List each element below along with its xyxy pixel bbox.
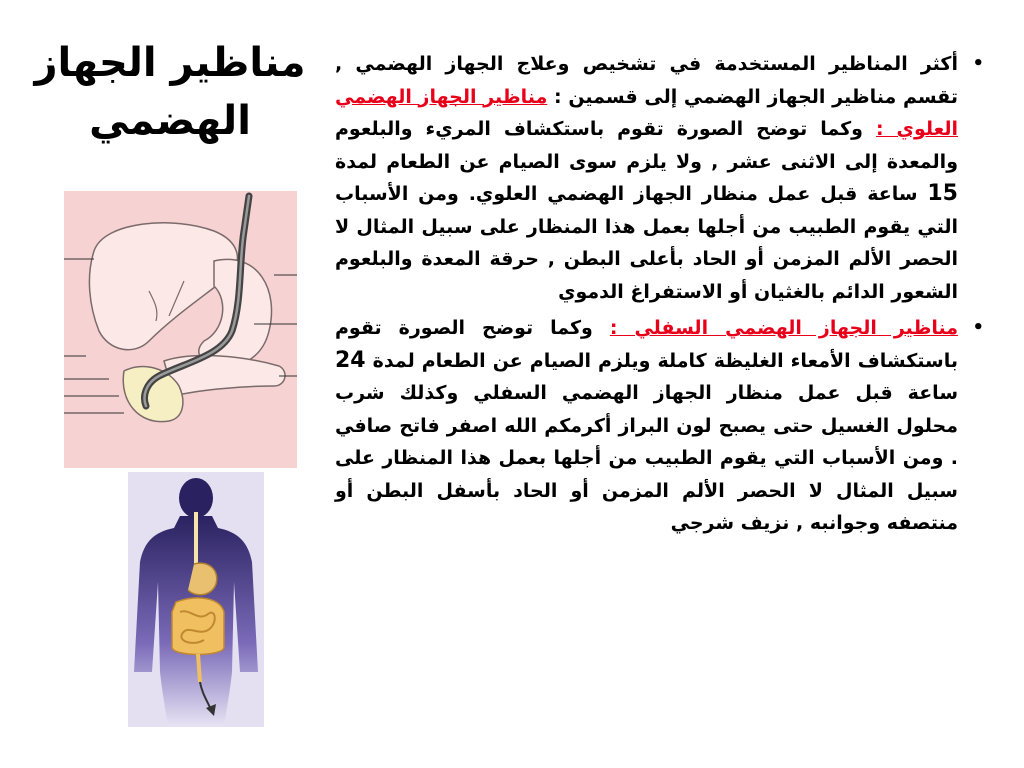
text-block (335, 48, 984, 544)
bullet-upper-endoscopy (335, 48, 984, 308)
bullet-lower-endoscopy (335, 312, 984, 540)
bullet-2-text-b: ساعة قبل عمل منظار الجهاز الهضمي السفلي وكذلك شرب محلول الغسيل حتى يصبح لون البراز أكرمكم الله اصفر فاتح صافي . ومن الأسباب التي يقوم الطبيب من أجلها بعمل هذا المنظار على سبيل المثال لا الحصر الألم المزمن أو الحاد بأسفل البطن أو منتصفه وجوانبه , نزيف شرجي (335, 382, 958, 534)
digestive-system-illustration (128, 472, 264, 727)
bullet-1-text-a: وكما توضح الصورة تقوم باستكشاف المريء والبلعوم والمعدة إلى الاثنى عشر , ولا يلزم سوى الصيام عن الطعام لمدة (335, 118, 958, 173)
title-line-1: مناظير الجهاز (34, 40, 306, 86)
bullet-icon: • (972, 317, 984, 338)
fasting-hours-24: 24 (335, 347, 366, 373)
slide-title (20, 34, 320, 150)
bullet-icon: • (972, 53, 984, 74)
bullet-intro: أكثر المناظير المستخدمة في تشخيص وعلاج الجهاز الهضمي , تقسم مناظير الجهاز الهضمي إلى قسمين : (335, 53, 958, 108)
lower-endoscopy-term: مناظير الجهاز الهضمي السفلي : (609, 317, 958, 339)
upper-gi-endoscope-illustration (64, 191, 297, 468)
bullet-1-text-b: ساعة قبل عمل منظار الجهاز الهضمي العلوي. ومن الأسباب التي يقوم الطبيب من أجلها بعمل هذا المنظار على سبيل المثال لا الحصر الألم المزمن أو الحاد بأعلى البطن , حرقة المعدة والبلعوم الشعور الدائم بالغثيان أو الاستفراغ الدموي (335, 183, 958, 303)
upper-endoscopy-term: مناظير الجهاز الهضمي العلوي : (335, 85, 959, 140)
bullet-2-text-a: وكما توضح الصورة تقوم باستكشاف الأمعاء الغليظة كاملة ويلزم الصيام عن الطعام لمدة (335, 317, 958, 372)
fasting-hours-15: 15 (927, 181, 958, 206)
title-line-2: الهضمي (89, 98, 251, 144)
